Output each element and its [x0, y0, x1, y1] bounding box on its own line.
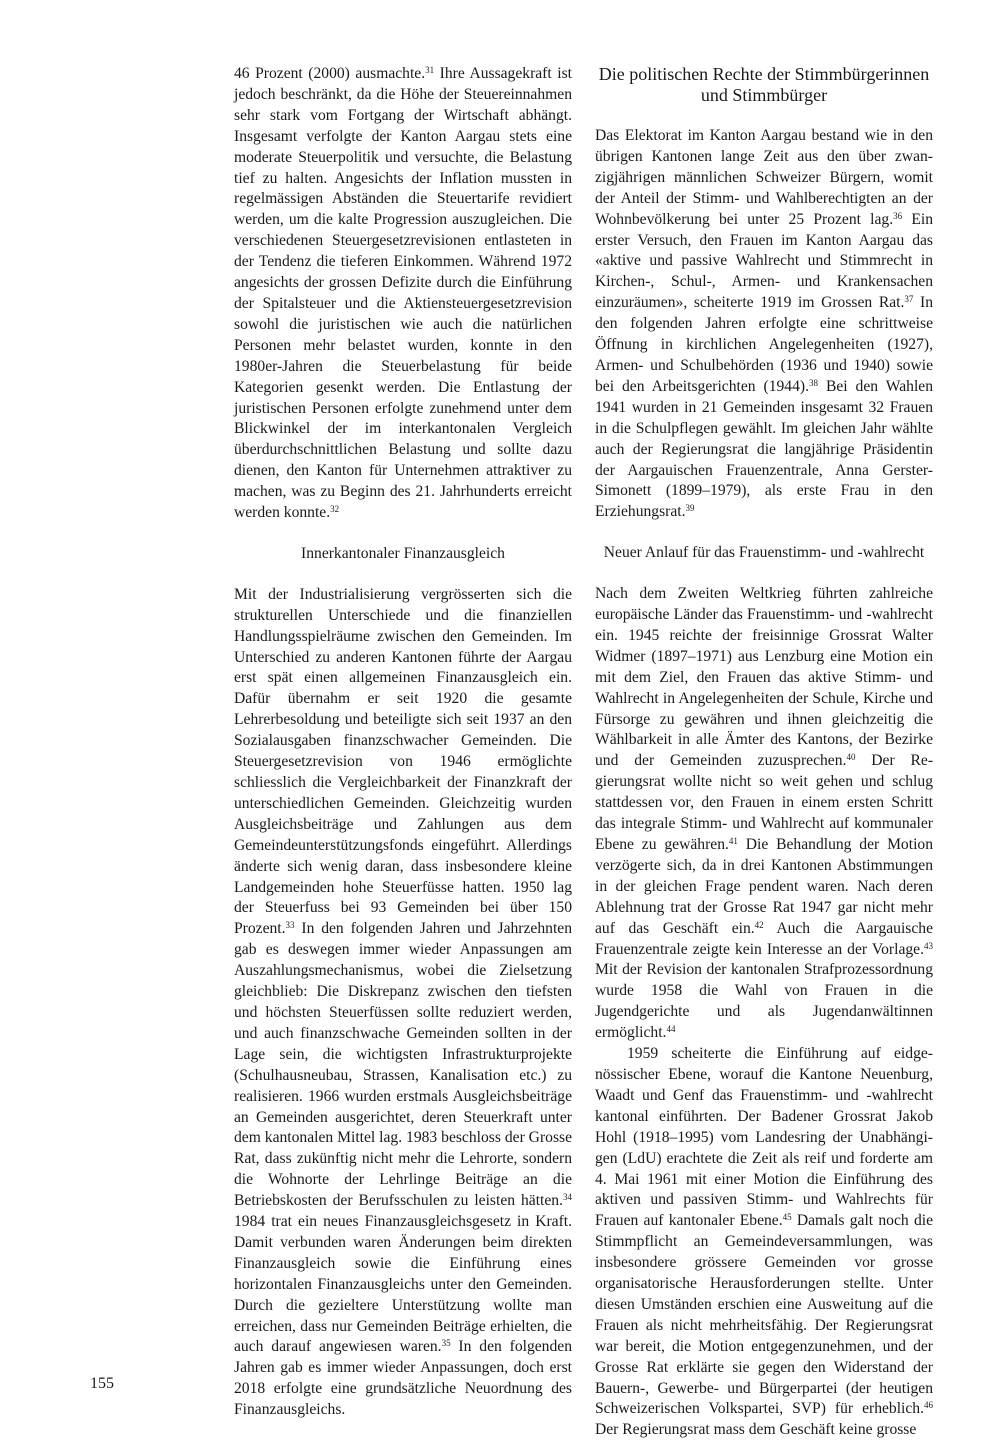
footnote-marker: 44 [666, 1024, 676, 1035]
footnote-marker: 41 [728, 836, 738, 847]
footnote-marker: 37 [904, 294, 914, 305]
footnote-marker: 35 [441, 1338, 451, 1349]
footnote-marker: 45 [782, 1212, 792, 1223]
left-column [234, 64, 572, 1421]
footnote-marker: 43 [924, 940, 933, 951]
footnote-marker: 40 [846, 752, 856, 763]
body-paragraph: Nach dem Zweiten Weltkrieg führten zahlreiche europäische Länder das Frauenstimm- und -wahlrecht ein. 1945 reichte der freisinnige Grossrat Walter Widmer (1897–1971) aus Lenzburg eine Motion ein mit dem Ziel, den Frauen das aktive Stimm- und Wahlrecht in Angelegenheiten der Schule, Kirche und Fürsorge zu gewähren und ihnen gleichzeitig die Wählbarkeit in alle Ämter des Kantons, der Bezirke und der Gemeinden zuzusprechen.$^{40}$ Der Regierungsrat wollte nicht so weit gehen und schlug stattdessen vor, den Frauen in einem ersten Schritt das integrale Stimm- und Wahlrecht auf kommunaler Ebene zu gewähren.$^{41}$ Die Behandlung der Motion verzögerte sich, da in drei Kantonen Abstimmungen in der gleichen Frage pendent waren. Nach deren Ablehnung trat der Grosse Rat 1947 gar nicht mehr auf das Geschäft ein.$^{42}$ Auch die Aargauische Frauenzentrale zeigte kein Interesse an der Vorlage.$^{43}$ Mit der Revision der kantonalen Strafprozessordnung wurde 1958 die Wahl von Frauen in die Jugendgerichte und als Jugendanwältinnen ermöglicht.$^{44}$ [595, 585, 934, 1042]
footnote-marker: 39 [685, 503, 695, 514]
section-heading: Innerkantonaler Finanzausgleich [301, 544, 505, 562]
section-heading: Neuer Anlauf für das Frauenstimm- und -wahlrecht [603, 544, 925, 562]
body-paragraph: Das Elektorat im Kanton Aargau bestand wie in den übrigen Kantonen lange Zeit aus den über zwanzigjährigen männlichen Schweizer Bürgern, womit der Anteil der Stimm- und Wahlberechtigten an der Wohnbevölkerung bei unter 25 Prozent lag.$^{36}$ Ein erster Versuch, den Frauen im Kanton Aargau das «aktive und passive Wahlrecht und Stimmrecht in Kirchen-, Schul-, Armen- und Krankensachen einzuräumen», scheiterte 1919 im Grossen Rat.$^{37}$ In den folgenden Jahren erfolgte eine schrittweise Öffnung in kirchlichen Angelegenheiten (1927), Armen- und Schulbehörden (1936 und 1940) sowie bei den Arbeitsgerichten (1944).$^{38}$ Bei den Wahlen 1941 wurden in 21 Gemeinden insgesamt 32 Frauen in die Schulpflegen gewählt. Im gleichen Jahr wählte auch der Regierungsrat die langjährige Präsidentin der Aargauischen Frauenzentrale, Anna Gerster-Simonett (1899–1979), als erste Frau in den Erziehungsrat.$^{39}$ [595, 127, 934, 521]
footnote-marker: 31 [425, 65, 435, 76]
page-number: 155 [90, 1375, 114, 1392]
footnote-marker: 33 [285, 920, 295, 931]
footnote-marker: 46 [924, 1400, 933, 1411]
body-paragraph: Mit der Industrialisierung vergrösserten sich die strukturellen Unterschiede und die finanziellen Handlungsspielräume zwischen den Gemeinden. Im Unterschied zu anderen Kantonen führte der Aargau erst spät einen allgemeinen Finanzausgleich ein. Dafür übernahm er seit 1920 die gesamte Lehrerbesoldung und beteiligte sich seit 1937 an den Sozialausgaben finanzschwacher Gemeinden. Die Steuergesetzrevision von 1946 ermöglichte schliesslich die Vergleichbarkeit der Finanzkraft der unterschiedlichen Gemeinden. Gleichzeitig wurden Ausgleichsbeiträge und Zahlungen aus dem Gemeindeunterstützungsfonds eingeführt. Allerdings änderte sich wenig daran, dass insbesondere kleine Landgemeinden hohe Steuerfüsse hatten. 1950 lag der Steuerfuss bei 93 Gemeinden bei über 150 Prozent.$^{33}$ In den folgenden Jahren und Jahrzehnten gab es deswegen immer wieder Anpassungen am Auszahlungsmechanismus, wobei die Zielsetzung gleichblieb: Die Diskrepanz zwischen den tiefsten und höchsten Steuerfüssen sollte reduziert werden, und auch finanzschwache Gemeinden sollten in der Lage sein, die wichtigsten Infrastrukturprojekte (Schulhausneubau, Strassen, Kanalisation etc.) zu realisieren. 1966 wurden erstmals Ausgleichsbeiträge an Gemeinden ausgerichtet, deren Steuerkraft unter dem kantonalen Mittel lag. 1983 beschloss der Grosse Rat, dass zukünftig nicht mehr die Lehrorte, sondern die Wohnorte der Lehrlinge Beiträge an die Betriebskosten der Berufsschulen zu leisten hätten.$^{34}$ 1984 trat ein neues Finanzausgleichsgesetz in Kraft. Damit verbunden waren Änderungen beim direkten Finanzausgleich sowie die Einführung eines horizontalen Finanzausgleichs unter den Gemeinden. Durch die gezieltere Unterstützung wollte man erreichen, dass nur Gemeinden Beiträge erhielten, die auch darauf angewiesen waren.$^{35}$ In den folgenden Jahren gab es immer wieder Anpassungen, doch erst 2018 erfolgte eine grundsätzliche Neuordnung des Finanzausgleichs. [234, 585, 572, 1419]
right-column [595, 64, 933, 1441]
body-paragraph: 46 Prozent (2000) ausmachte.$^{31}$ Ihre Aussagekraft ist jedoch beschränkt, da die Höhe der Steuereinnahmen sehr stark vom Fortgang der Wirtschaft abhängt. Insgesamt verfolgte der Kanton Aargau stets eine moderate Steuerpolitik und versuchte, die Belastung tief zu halten. Angesichts der Inflation mussten in regelmässigen Abständen die Steuertarife revidiert werden, um die kalte Progression auszugleichen. Die verschiedenen Steuergesetzrevisionen entlasteten in der Tendenz die tieferen Einkommen. Während 1972 angesichts der grossen Defizite durch die Einführung der Spitalsteuer und die Aktiensteuergesetzrevision sowohl die juristischen wie auch die natürlichen Personen mehr belastet wurden, konnte in den 1980er-Jahren die Steuerbelastung für beide Kategorien gesenkt werden. Die Entlastung der juristischen Personen erfolgte zunehmend unter dem Blickwinkel der im interkantonalen Vergleich überdurchschnittlichen Belastung und sollte dazu dienen, den Kanton für Unternehmen attraktiver zu machen, was zu Beginn des 21. Jahrhunderts erreicht werden konnte.$^{32}$ [234, 65, 572, 522]
chapter-heading: Die politischen Rechte der Stimmbürgerinnen und Stimmbürger [598, 64, 930, 105]
body-paragraph: 1959 scheiterte die Einführung auf eidgenössischer Ebene, worauf die Kantone Neuenburg, Waadt und Genf das Frauenstimm- und -wahlrecht kantonal einführten. Der Badener Grossrat Jakob Hohl (1918–1995) vom Landesring der Unabhängigen (LdU) erachtete die Zeit als reif und forderte am 4. Mai 1961 mit einer Motion die Einführung des aktiven und passiven Stimm- und Wahlrechts für Frauen auf kantonaler Ebene.$^{45}$ Damals galt noch die Stimmpflicht an Gemeindeversammlungen, was insbesondere grössere Gemeinden vor grosse organisatorische Herausforderungen stellte. Unter diesen Umständen erschien eine Ausweitung auf die Frauen als nicht mehrheitsfähig. Der Regierungsrat war bereit, die Motion entgegenzunehmen, und der Grosse Rat erklärte sie gegen den Widerstand der Bauern-, Gewerbe- und Bürgerpartei (der heutigen Schweizerischen Volkspartei, SVP) für erheblich.$^{46}$ Der Regierungsrat mass dem Geschäft keine grosse [595, 1045, 933, 1439]
footnote-marker: 38 [808, 377, 818, 388]
footnote-marker: 36 [893, 210, 903, 221]
footnote-marker: 34 [563, 1192, 572, 1203]
footnote-marker: 42 [754, 919, 764, 930]
footnote-marker: 32 [330, 504, 340, 515]
